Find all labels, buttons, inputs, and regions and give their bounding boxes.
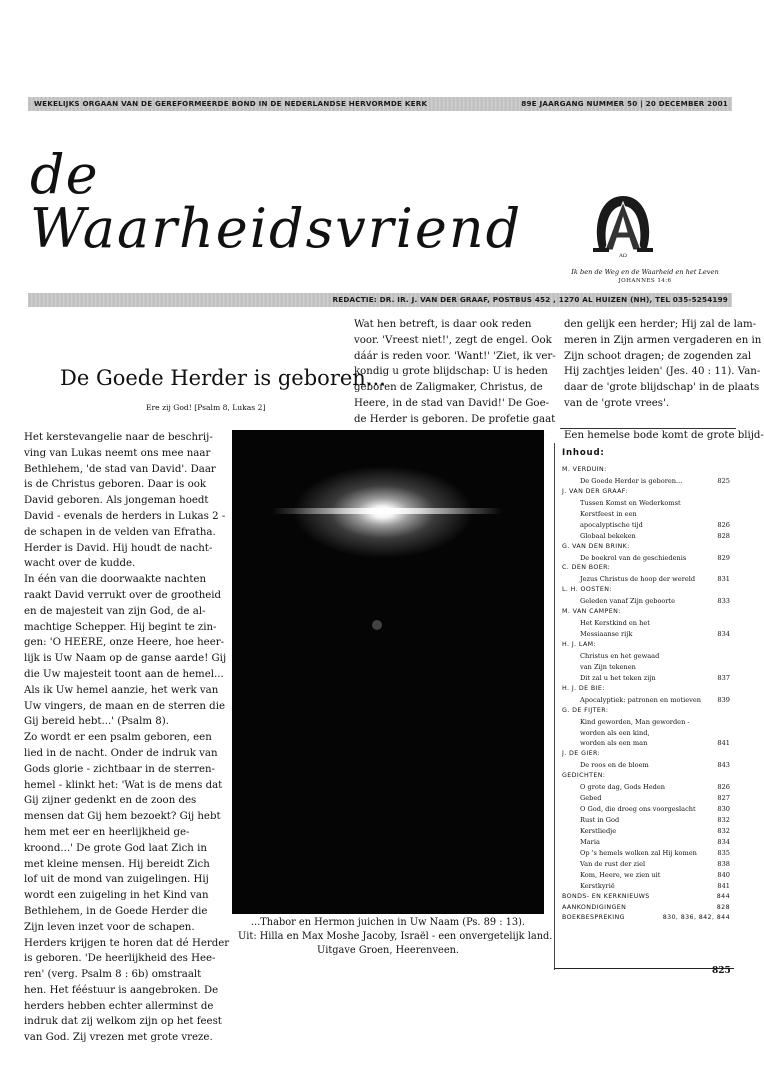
toc-page-number: 826: [717, 783, 730, 792]
logo-letters: AΩ: [619, 253, 627, 259]
toc-entry: [562, 520, 730, 531]
toc-text: Rust in God: [580, 816, 620, 824]
text-line: hemel - klinkt het: 'Wat is de mens dat: [24, 779, 223, 791]
text-line: met kleine mensen. Hij bereidt Zich: [24, 858, 210, 870]
toc-text: Dit zal u het teken zijn: [580, 673, 656, 682]
text-line: wacht over de kudde.: [24, 558, 136, 570]
toc-text: Geleden vanaf Zijn geboorte: [580, 597, 676, 606]
toc-text: Maria: [580, 837, 600, 846]
text-line: Een hemelse bode komt de grote blijd-: [564, 429, 764, 441]
toc-entry: [562, 498, 730, 509]
masthead-title: Waarheidsvriend: [30, 197, 523, 260]
text-line: voor. 'Vreest niet!', zegt de engel. Ook: [354, 334, 552, 346]
toc-page-number: 839: [717, 695, 730, 704]
article-column-right: [564, 317, 764, 443]
toc-text: Kerstliedje: [580, 826, 617, 835]
toc-author: [562, 465, 730, 476]
text-line: Gij bereid hebt...' (Psalm 8).: [24, 716, 169, 728]
toc-text: Messiaanse rijk: [580, 630, 633, 639]
toc-page-number: 831: [717, 575, 730, 584]
text-line: daar de 'grote blijdschap' in de plaats: [564, 382, 760, 394]
toc-text: Kind geworden, Man geworden -: [580, 717, 690, 726]
text-line: Uw vingers, de maan en de sterren die: [24, 700, 225, 712]
toc-text: Op 's hemels wolken zal Hij komen: [580, 848, 697, 857]
toc-page-number: 832: [717, 826, 730, 835]
text-line: kroond...' De grote God laat Zich in: [24, 842, 207, 854]
toc-text: worden als een man: [580, 739, 648, 748]
toc-text: Jezus Christus de hoop der wereld: [580, 575, 696, 584]
toc-text: De Goede Herder is geboren...: [580, 476, 683, 485]
toc-text: J. VAN DER GRAAF:: [562, 487, 628, 495]
motto-reference: JOHANNES 14:6: [618, 278, 672, 284]
toc-text: Kom, Heere, we zien uit: [580, 870, 661, 879]
text-line: Herders krijgen te horen dat dé Herder: [24, 937, 230, 949]
toc-text: H. J. DE BIE:: [562, 684, 605, 692]
toc-entry: [562, 738, 730, 749]
article-subtitle: Ere zij God! [Psalm 8, Lukas 2]: [146, 403, 266, 412]
toc-text: O God, die droeg ons voorgeslacht: [580, 805, 696, 814]
toc-page-number: 827: [717, 794, 730, 803]
toc-text: BONDS- EN KERKNIEUWS: [562, 892, 650, 900]
text-line: is de Christus geboren. Daar is ook: [24, 479, 207, 491]
toc-page-number: 844: [716, 892, 730, 900]
light-glow: [372, 620, 382, 630]
toc-text: Christus en het gewaad: [580, 651, 660, 660]
toc-bottom-rule: [554, 968, 734, 969]
toc-text: Globaal bekeken: [580, 531, 636, 540]
toc-entry: [562, 826, 730, 837]
text-line: hem met eer en heerlijkheid ge-: [24, 826, 190, 838]
toc-entry: [562, 859, 730, 870]
toc-text: L. H. OOSTEN:: [562, 586, 612, 594]
header-band: [28, 97, 732, 111]
toc-page-number: 834: [717, 837, 730, 846]
text-line: David geboren. Als jongeman hoedt: [24, 495, 209, 507]
toc-page-number: 825: [717, 476, 730, 485]
toc-entry: [562, 717, 730, 728]
toc-author: [562, 585, 730, 596]
toc-text: De boekrol van de geschiedenis: [580, 553, 687, 562]
toc-text: Gebed: [580, 794, 602, 803]
toc-page-number: 833: [717, 597, 730, 606]
toc-page-number: 840: [717, 870, 730, 879]
toc-text: M. VERDUIN:: [562, 466, 607, 473]
toc-entry: [562, 509, 730, 520]
toc-page-number: 841: [717, 739, 730, 748]
toc-entry: [562, 728, 730, 739]
toc-entry: [562, 848, 730, 859]
toc-author: [562, 913, 730, 924]
toc-entry: [562, 760, 730, 771]
text-line: de schapen in de velden van Efratha.: [24, 526, 216, 538]
toc-entry: [562, 870, 730, 881]
toc-entry: [562, 695, 730, 706]
toc-page-number: 826: [717, 520, 730, 529]
toc-entry: [562, 673, 730, 684]
toc-author: [562, 607, 730, 618]
toc-text: Apocalyptiek: patronen en motieven: [580, 695, 702, 704]
toc-text: G. DE FIJTER:: [562, 706, 609, 714]
toc-text: De roos en de bloem: [580, 761, 649, 770]
toc-author: [562, 563, 730, 574]
text-line: mensen dat Gij hem bezoekt? Gij hebt: [24, 811, 221, 823]
text-line: den gelijk een herder; Hij zal de lam-: [564, 319, 757, 330]
text-line: David - evenals de herders in Lukas 2 -: [24, 510, 226, 522]
text-line: wordt een zuigeling in het Kind van: [24, 890, 209, 902]
toc-text: Van de rust der ziel: [580, 859, 646, 868]
text-line: Herder is David. Hij houdt de nacht-: [24, 542, 213, 554]
toc-author: [562, 706, 730, 717]
toc-page-number: 832: [717, 816, 730, 824]
text-line: Het kerstevangelie naar de beschrij-: [24, 432, 213, 443]
issue-info: 89E JAARGANG NUMMER 50 | 20 DECEMBER 2001: [521, 99, 728, 108]
text-line: de Herder is geboren. De profetie gaat: [354, 413, 556, 425]
toc-author: [562, 892, 730, 903]
text-line: dáár is reden voor. 'Want!' 'Ziet, ik ver-: [354, 350, 556, 362]
toc-entry: [562, 553, 730, 564]
text-line: lof uit de mond van zuigelingen. Hij: [24, 874, 209, 886]
text-line: Heere, in de stad van David!' De Goe-: [354, 397, 550, 409]
photo-caption: [238, 916, 553, 957]
text-line: meren in Zijn armen vergaderen en in: [564, 334, 762, 346]
toc-entry: [562, 881, 730, 892]
toc-author: [562, 749, 730, 760]
toc-text: G. VAN DEN BRINK:: [562, 542, 630, 550]
toc-page-number: 830: [717, 805, 730, 814]
toc-page-number: 843: [717, 761, 730, 770]
toc-entry: [562, 793, 730, 804]
toc-text: J. DE GIER:: [562, 750, 601, 758]
text-line: die Uw majesteit toont aan de hemel...: [24, 668, 224, 680]
article-title: De Goede Herder is geboren...: [60, 366, 386, 390]
text-line: Uit: Hilla en Max Moshe Jacoby, Israël - een onvergetelijk land.: [238, 930, 553, 942]
light-flare: [272, 508, 502, 514]
toc-text: AANKONDIGINGEN: [562, 903, 627, 911]
text-line: hen. Het fééstuur is aangebroken. De: [24, 984, 219, 996]
toc-text: worden als een kind,: [580, 728, 650, 737]
article-column-left: [24, 430, 229, 1046]
toc-page-number: 828: [717, 531, 730, 540]
toc-entry: [562, 804, 730, 815]
toc-author: [562, 640, 730, 651]
toc-text: GEDICHTEN:: [562, 772, 606, 780]
toc-page-number: 830, 836, 842, 844: [662, 914, 730, 922]
toc-page-number: 837: [717, 673, 730, 682]
text-line: gen: 'O HEERE, onze Heere, hoe heer-: [24, 637, 225, 649]
toc-entry: [562, 782, 730, 793]
toc-author: [562, 542, 730, 553]
text-line: ren' (verg. Psalm 8 : 6b) omstraalt: [24, 969, 202, 981]
text-line: raakt David verrukt over de grootheid: [24, 589, 222, 601]
masthead-de: de: [30, 143, 99, 206]
toc-page-number: 838: [717, 859, 730, 868]
text-line: lied in de nacht. Onder de indruk van: [24, 747, 218, 759]
toc-page-number: 834: [717, 630, 730, 639]
toc-entry: [562, 837, 730, 848]
text-line: Zijn leven inzet voor de schapen.: [24, 921, 195, 933]
toc-text: O grote dag, Gods Heden: [580, 783, 666, 792]
text-line: Als ik Uw hemel aanzie, het werk van: [24, 684, 219, 696]
toc-text: Kerstfeest in een: [580, 509, 637, 518]
column-divider: [560, 428, 736, 429]
text-line: Bethlehem, 'de stad van David'. Daar: [24, 463, 216, 475]
toc-entry: [562, 815, 730, 826]
toc-entry: [562, 651, 730, 662]
alpha-omega-logo: [589, 188, 657, 258]
page-number: 825: [712, 966, 731, 976]
editorial-band: [28, 293, 732, 307]
text-line: Zo wordt er een psalm geboren, een: [24, 732, 212, 744]
masthead-motto: Ik ben de Weg en de Waarheid en het Leven: [571, 268, 719, 276]
night-sky-photo: [232, 430, 544, 914]
toc-author: [562, 684, 730, 695]
toc-list: [562, 465, 730, 924]
toc-text: H. J. LAM:: [562, 641, 597, 648]
text-line: Zijn schoot dragen; de zogenden zal: [564, 350, 752, 362]
text-line: lijk is Uw Naam op de ganse aarde! Gij: [24, 653, 227, 665]
text-line: geboren de Zaligmaker, Christus, de: [354, 382, 543, 394]
text-line: Uitgave Groen, Heerenveen.: [316, 944, 460, 956]
text-line: ...Thabor en Hermon juichen in Uw Naam (Ps. 89 : 13).: [250, 917, 526, 928]
text-line: ving van Lukas neemt ons mee naar: [24, 447, 211, 459]
toc-text: Het Kerstkind en het: [580, 619, 650, 628]
toc-entry: [562, 618, 730, 629]
text-line: In één van die doorwaakte nachten: [24, 574, 207, 586]
toc-heading: Inhoud:: [562, 448, 605, 458]
text-line: Hij zachtjes leiden' (Jes. 40 : 11). Van-: [564, 366, 761, 378]
toc-text: BOEKBESPREKING: [562, 914, 625, 922]
toc-author: [562, 903, 730, 914]
toc-entry: [562, 629, 730, 640]
publication-tagline: WEKELIJKS ORGAAN VAN DE GEREFORMEERDE BOND IN DE NEDERLANDSE HERVORMDE KERK: [34, 99, 428, 108]
toc-entry: [562, 596, 730, 607]
toc-page-number: 835: [717, 848, 730, 857]
toc-page-number: 828: [716, 903, 730, 911]
text-line: indruk dat zij welkom zijn op het feest: [24, 1016, 222, 1028]
toc-page-number: 841: [717, 881, 730, 890]
toc-text: van Zijn tekenen: [580, 662, 636, 671]
text-line: en de majesteit van zijn God, de al-: [24, 605, 206, 617]
editorial-address: REDACTIE: DR. IR. J. VAN DER GRAAF, POSTBUS 452 , 1270 AL HUIZEN (NH), TEL 035-5254199: [332, 295, 728, 304]
toc-entry: [562, 662, 730, 673]
text-line: Gij zijner gedenkt en de zoon des: [24, 795, 197, 807]
toc-author: [562, 771, 730, 782]
text-line: is geboren. 'De heerlijkheid des Hee-: [24, 953, 216, 965]
toc-entry: [562, 574, 730, 585]
text-line: Bethlehem, in de Goede Herder die: [24, 905, 208, 917]
article-column-middle: [354, 317, 556, 443]
toc-page-number: 829: [717, 553, 730, 562]
toc-entry: [562, 476, 730, 487]
toc-text: Kerstkyrië: [580, 881, 615, 890]
toc-text: apocalyptische tijd: [580, 520, 643, 529]
text-line: machtige Schepper. Hij begint te zin-: [24, 621, 217, 633]
toc-text: Tussen Komst en Wederkomst: [580, 498, 681, 507]
text-line: [564, 412, 732, 428]
toc-entry: [562, 531, 730, 542]
text-line: kondig u grote blijdschap: U is heden: [354, 366, 548, 378]
text-line: Gods glorie - zichtbaar in de sterren-: [24, 763, 215, 775]
text-line: Wat hen betreft, is daar ook reden: [354, 319, 532, 330]
text-line: van de 'grote vrees'.: [564, 397, 670, 409]
text-line: herders hebben echter allerminst de: [24, 1000, 214, 1012]
toc-text: M. VAN CAMPEN:: [562, 608, 621, 616]
toc-text: C. DEN BOER:: [562, 564, 611, 572]
toc-author: [562, 487, 730, 498]
text-line: van God. Zij vrezen met grote vreze.: [24, 1032, 213, 1044]
